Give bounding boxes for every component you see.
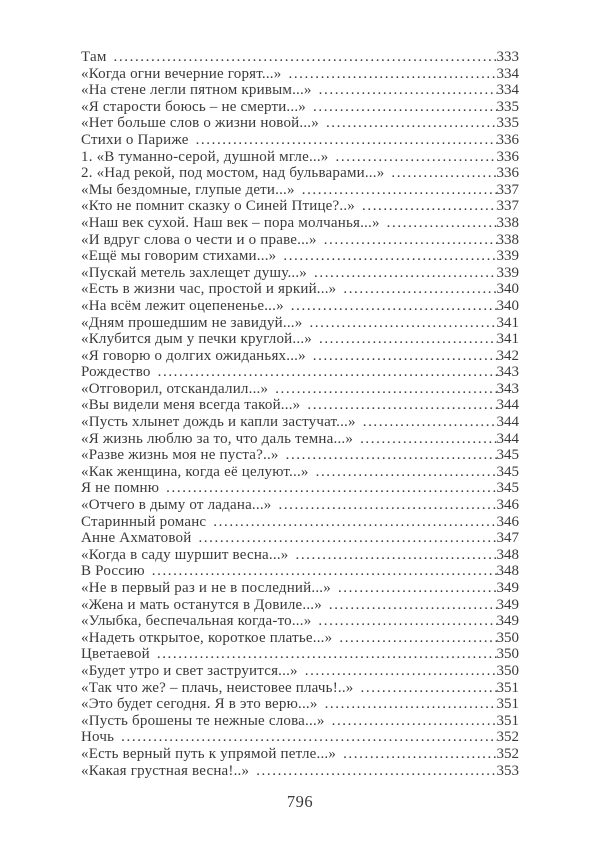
toc-entry — [81, 763, 519, 780]
toc-leader-dots — [307, 265, 497, 282]
toc-entry — [81, 597, 519, 614]
toc-entry-page: 351 — [496, 712, 519, 729]
toc-entry-page: 341 — [496, 331, 519, 348]
toc-entry — [81, 132, 519, 149]
toc-entry-title: «Нет больше слов о жизни новой...» — [81, 115, 319, 132]
toc-entry-title: Старинный романс — [81, 513, 207, 530]
toc-entry-page: 339 — [496, 264, 519, 281]
toc-entry-title: «Жена и мать останутся в Довиле...» — [81, 596, 322, 613]
toc-leader-dots — [279, 447, 497, 464]
toc-entry-page: 350 — [496, 629, 519, 646]
toc-leader-dots — [356, 414, 497, 431]
toc-entry-page: 334 — [496, 65, 519, 82]
toc-entry — [81, 397, 519, 414]
toc-entry — [81, 547, 519, 564]
toc-entry — [81, 696, 519, 713]
toc-entry-page: 347 — [496, 530, 519, 547]
toc-entry-title: «Пусть хлынет дождь и капли застучат...» — [81, 414, 356, 431]
toc-leader-dots — [319, 115, 497, 132]
toc-leader-dots — [329, 149, 497, 166]
toc-entry-page: 346 — [496, 513, 519, 530]
toc-entry — [81, 713, 519, 730]
toc-entry-page: 349 — [496, 596, 519, 613]
toc-entry-title: «Я говорю о долгих ожиданьях...» — [81, 347, 306, 364]
toc-leader-dots — [336, 281, 496, 298]
toc-entry-title: «Наш век сухой. Наш век – пора молчанья...» — [81, 214, 380, 231]
toc-entry-page: 348 — [496, 546, 519, 563]
toc-leader-dots — [249, 763, 496, 780]
toc-entry — [81, 198, 519, 215]
toc-entry — [81, 315, 519, 332]
toc-entry-title: «Улыбка, беспечальная когда-то...» — [81, 613, 312, 630]
toc-leader-dots — [354, 680, 497, 697]
toc-entry — [81, 480, 519, 497]
toc-entry-title: «Когда огни вечерние горят...» — [81, 65, 282, 82]
toc-entry — [81, 663, 519, 680]
toc-entry-page: 351 — [496, 679, 519, 696]
toc-entry — [81, 431, 519, 448]
toc-entry-page: 352 — [496, 729, 519, 746]
toc-leader-dots — [145, 563, 497, 580]
toc-entry-page: 351 — [496, 696, 519, 713]
toc-entry-title: 2. «Над рекой, под мостом, над бульварами...» — [81, 165, 385, 182]
toc-entry-page: 337 — [496, 181, 519, 198]
toc-entry — [81, 381, 519, 398]
toc-leader-dots — [355, 198, 497, 215]
toc-leader-dots — [302, 315, 496, 332]
toc-entry-page: 336 — [496, 148, 519, 165]
toc-leader-dots — [309, 464, 497, 481]
toc-entry-page: 343 — [496, 380, 519, 397]
toc-entry-title: «Вы видели меня всегда такой...» — [81, 397, 301, 414]
toc-entry-title: Я не помню — [81, 480, 160, 497]
toc-leader-dots — [150, 646, 497, 663]
toc-entry — [81, 99, 519, 116]
toc-entry-title: «На стене легли пятном кривым...» — [81, 82, 312, 99]
toc-entry-page: 336 — [496, 165, 519, 182]
toc-leader-dots — [268, 381, 496, 398]
toc-entry-page: 339 — [496, 248, 519, 265]
toc-entry-page: 343 — [496, 364, 519, 381]
toc-entry-title: «Дням прошедшим не завидуй...» — [81, 314, 303, 331]
toc-entry-page: 349 — [496, 613, 519, 630]
toc-entry-page: 345 — [496, 480, 519, 497]
toc-leader-dots — [318, 696, 497, 713]
toc-entry-title: Анне Ахматовой — [81, 530, 192, 547]
toc-leader-dots — [284, 298, 497, 315]
toc-entry — [81, 182, 519, 199]
toc-entry — [81, 563, 519, 580]
toc-entry-page: 348 — [496, 563, 519, 580]
toc-entry-title: «Я старости боюсь – не смерти...» — [81, 98, 306, 115]
toc-entry — [81, 680, 519, 697]
toc-entry-title: Стихи о Париже — [81, 131, 189, 148]
toc-leader-dots — [191, 530, 496, 547]
toc-entry-title: «Не в первый раз и не в последний...» — [81, 580, 331, 596]
toc-entry — [81, 298, 519, 315]
toc-entry-page: 340 — [496, 281, 519, 298]
toc-entry-page: 350 — [496, 646, 519, 663]
toc-entry-title: 1. «В туманно-серой, душной мгле...» — [81, 148, 329, 165]
toc-entry — [81, 281, 519, 298]
toc-entry — [81, 49, 519, 66]
toc-entry-title: «Когда в саду шуршит весна...» — [81, 546, 289, 563]
toc-entry-title: В Россию — [81, 563, 145, 580]
toc-entry — [81, 530, 519, 547]
toc-entry — [81, 82, 519, 99]
toc-entry — [81, 514, 519, 531]
toc-entry — [81, 248, 519, 265]
toc-entry-page: 337 — [496, 198, 519, 215]
toc-entry-title: «Как женщина, когда её целуют...» — [81, 463, 309, 480]
toc-entry-title: «На всём лежит оцепененье...» — [81, 297, 284, 314]
toc-entry-page: 350 — [496, 662, 519, 679]
toc-leader-dots — [298, 663, 497, 680]
toc-entry — [81, 165, 519, 182]
toc-entry-title: Цветаевой — [81, 646, 150, 663]
toc-entry-page: 335 — [496, 98, 519, 115]
toc-entry-page: 340 — [496, 297, 519, 314]
toc-entry-title: «Отговорил, отскандалил...» — [81, 380, 269, 397]
toc-entry — [81, 497, 519, 514]
toc-entry-title: «Ещё мы говорим стихами...» — [81, 248, 277, 265]
toc-leader-dots — [159, 480, 496, 497]
toc-entry-title: «Это будет сегодня. Я в это верю...» — [81, 696, 318, 713]
toc-leader-dots — [114, 729, 496, 746]
toc-entry-page: 345 — [496, 463, 519, 480]
toc-leader-dots — [189, 132, 497, 149]
toc-entry — [81, 729, 519, 746]
toc-entry-page: 338 — [496, 231, 519, 248]
toc-entry-title: «Мы бездомные, глупые дети...» — [81, 181, 295, 198]
toc-leader-dots — [380, 215, 497, 232]
toc-leader-dots — [353, 431, 496, 448]
toc-entry — [81, 265, 519, 282]
toc-entry-title: «Есть в жизни час, простой и яркий...» — [81, 281, 337, 298]
toc-leader-dots — [322, 597, 497, 614]
toc-leader-dots — [288, 547, 496, 564]
toc-entry-page: 336 — [496, 131, 519, 148]
toc-leader-dots — [312, 82, 497, 99]
toc-entry — [81, 149, 519, 166]
toc-entry-page: 346 — [496, 497, 519, 514]
toc-entry — [81, 364, 519, 381]
toc-entry-page: 344 — [496, 430, 519, 447]
toc-entry-page: 335 — [496, 115, 519, 132]
toc-entry-page: 342 — [496, 347, 519, 364]
toc-entry — [81, 646, 519, 663]
toc-entry — [81, 115, 519, 132]
toc-leader-dots — [206, 514, 496, 531]
toc-entry-title: Рождество — [81, 364, 151, 381]
toc-leader-dots — [276, 248, 496, 265]
toc-entry — [81, 630, 519, 647]
toc-entry — [81, 746, 519, 763]
toc-entry-title: «Так что же? – плачь, неистовее плачь!..» — [81, 679, 354, 696]
toc-entry-title: «Есть верный путь к упрямой петле...» — [81, 745, 337, 762]
toc-entry-page: 341 — [496, 314, 519, 331]
table-of-contents — [81, 49, 519, 779]
toc-entry-page: 352 — [496, 745, 519, 762]
toc-entry-page: 349 — [496, 580, 519, 596]
toc-leader-dots — [300, 397, 496, 414]
toc-entry-title: «Разве жизнь моя не пуста?..» — [81, 447, 279, 464]
toc-entry-page: 353 — [496, 762, 519, 779]
toc-leader-dots — [295, 182, 497, 199]
toc-leader-dots — [325, 713, 497, 730]
toc-entry-title: «Я жизнь люблю за то, что даль темна...» — [81, 430, 354, 447]
toc-entry-page: 333 — [496, 49, 519, 65]
toc-entry-title: «Пускай метель захлещет душу...» — [81, 264, 307, 281]
toc-leader-dots — [312, 331, 497, 348]
toc-leader-dots — [384, 165, 496, 182]
toc-leader-dots — [331, 580, 497, 597]
toc-entry-page: 344 — [496, 397, 519, 414]
toc-leader-dots — [311, 613, 496, 630]
toc-entry — [81, 464, 519, 481]
toc-entry-title: Ночь — [81, 729, 115, 746]
toc-entry-title: «Клубится дым у печки круглой...» — [81, 331, 312, 348]
toc-entry — [81, 613, 519, 630]
toc-entry-page: 334 — [496, 82, 519, 99]
toc-entry — [81, 580, 519, 597]
toc-entry-title: «Пусть брошены те нежные слова...» — [81, 712, 325, 729]
toc-entry — [81, 232, 519, 249]
toc-entry-title: «Какая грустная весна!..» — [81, 762, 250, 779]
toc-entry-page: 345 — [496, 447, 519, 464]
toc-entry — [81, 215, 519, 232]
toc-entry-title: «Будет утро и свет заструится...» — [81, 662, 298, 679]
toc-entry — [81, 66, 519, 83]
toc-leader-dots — [151, 364, 497, 381]
toc-leader-dots — [317, 232, 497, 249]
toc-entry — [81, 447, 519, 464]
toc-leader-dots — [336, 746, 496, 763]
toc-leader-dots — [107, 49, 497, 66]
toc-leader-dots — [281, 66, 496, 83]
toc-leader-dots — [271, 497, 496, 514]
toc-entry-title: «И вдруг слова о чести и о праве...» — [81, 231, 317, 248]
toc-entry-title: «Отчего в дыму от ладана...» — [81, 497, 272, 514]
toc-entry-title: Там — [81, 49, 107, 65]
toc-leader-dots — [332, 630, 496, 647]
toc-entry — [81, 331, 519, 348]
toc-entry-title: «Кто не помнит сказку о Синей Птице?..» — [81, 198, 355, 215]
toc-entry — [81, 348, 519, 365]
toc-entry-title: «Надеть открытое, короткое платье...» — [81, 629, 333, 646]
toc-entry-page: 338 — [496, 214, 519, 231]
toc-leader-dots — [306, 348, 497, 365]
toc-entry — [81, 414, 519, 431]
toc-leader-dots — [306, 99, 497, 116]
toc-entry-page: 344 — [496, 414, 519, 431]
page-number: 796 — [286, 792, 314, 811]
